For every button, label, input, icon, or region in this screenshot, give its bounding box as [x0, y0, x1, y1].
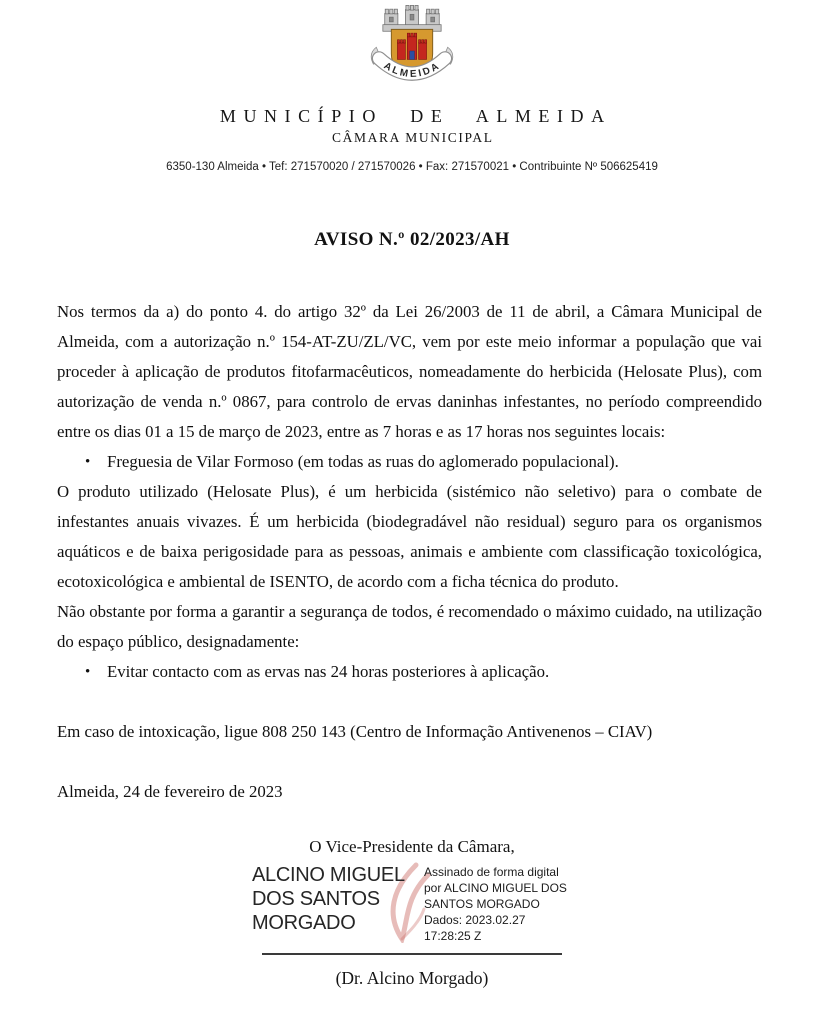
bullet-item-1 — [57, 447, 762, 477]
body-paragraph-2: O produto utilizado (Helosate Plus), é um herbicida (sistémico não seletivo) para o combate de infestantes anuais vivazes. É um herbicida (biodegradável não residual) seguro para os organismos aquáticos e de baixa perigosidade para as pessoas, animais e ambiente com classificação toxicológica, ecotoxicológica e ambiental de ISENTO, de acordo com a ficha técnica do produto. — [57, 482, 762, 591]
document-header — [0, 0, 824, 173]
castle-door-icon — [410, 51, 415, 59]
digital-signature-statement: Assinado de forma digital por ALCINO MIGUEL DOS SANTOS MORGADO — [424, 865, 567, 911]
municipal-crest-icon — [360, 4, 464, 98]
signatory-name: (Dr. Alcino Morgado) — [335, 968, 489, 988]
bullet-icon: • — [85, 664, 91, 680]
mural-crown-icon — [383, 5, 441, 31]
notice-body — [57, 297, 762, 807]
municipality-name: MUNICÍPIO DE ALMEIDA — [219, 106, 612, 126]
bullet-item-2 — [57, 657, 762, 687]
notice-title: AVISO N.º 02/2023/AH — [314, 229, 510, 250]
contact-line: 6350-130 Almeida • Tef: 271570020 / 271570026 • Fax: 271570021 • Contribuinte Nº 506625419 — [166, 161, 658, 173]
digital-signature-name: ALCINO MIGUEL DOS SANTOS MORGADO — [252, 864, 405, 934]
signature-role: O Vice-Presidente da Câmara, — [309, 837, 515, 856]
dateline: Almeida, 24 de fevereiro de 2023 — [57, 782, 283, 801]
department-name: CÂMARA MUNICIPAL — [332, 130, 494, 145]
bullet-icon: • — [85, 454, 91, 470]
body-paragraph-3: Não obstante por forma a garantir a segurança de todos, é recomendado o máximo cuidado, na utilização do espaço público, designadamente: — [57, 602, 762, 651]
poison-center-line: Em caso de intoxicação, ligue 808 250 143 (Centro de Informação Antivenenos – CIAV) — [57, 722, 653, 741]
signature-line — [262, 953, 562, 955]
digital-signature-date: Dados: 2023.02.27 17:28:25 Z — [424, 913, 526, 943]
bullet-text-2: Evitar contacto com as ervas nas 24 horas posteriores à aplicação. — [107, 662, 550, 681]
digital-signature — [252, 861, 572, 944]
bullet-text-1: Freguesia de Vilar Formoso (em todas as ruas do aglomerado populacional). — [107, 452, 619, 471]
signature-block — [0, 837, 824, 989]
crest-banner-text: ALMEIDA — [381, 60, 443, 81]
digital-signature-details — [424, 861, 572, 944]
body-paragraph-1: Nos termos da a) do ponto 4. do artigo 32º da Lei 26/2003 de 11 de abril, a Câmara Municipal de Almeida, com a autorização n.º 154-AT-ZU/ZL/VC, vem por este meio informar a população que vai proceder à aplicação de produtos fitofarmacêuticos, nomeadamente do herbicida (Helosate Plus), com autorização de venda n.º 0867, para controlo de ervas daninhas infestantes, no período compreendido entre os dias 01 a 15 de março de 2023, entre as 7 horas e as 17 horas nos seguintes locais: — [57, 302, 762, 441]
